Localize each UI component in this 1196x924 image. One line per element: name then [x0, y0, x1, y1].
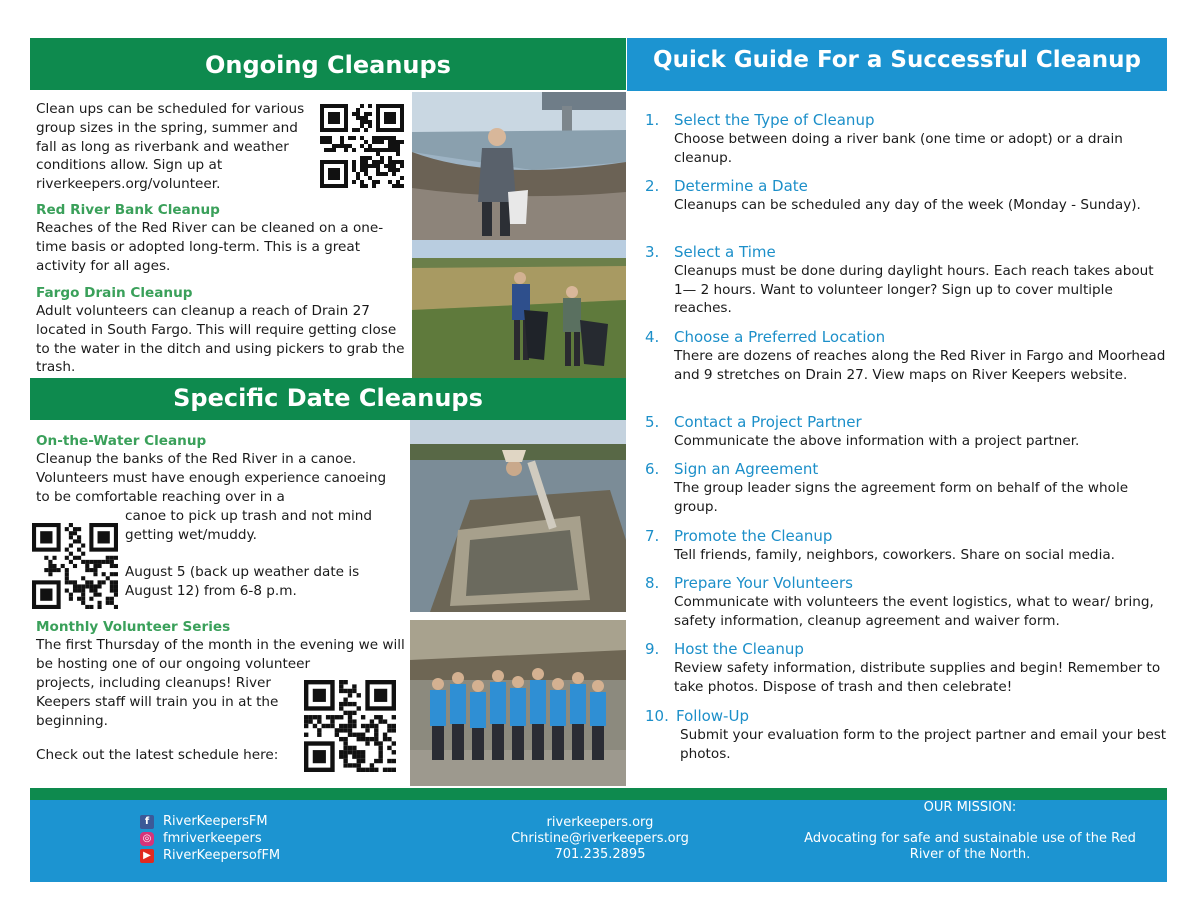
qr-code-icon[interactable] [304, 680, 396, 772]
youtube-handle: RiverKeepersofFM [163, 848, 281, 863]
instagram-handle: fmriverkeepers [163, 831, 262, 846]
monthly-volunteer-series-text: The first Thursday of the month in the evening we will be hosting one of our ongoing volunteer [36, 637, 405, 672]
specific-date-cleanups-header: Specific Date Cleanups [30, 378, 626, 420]
step-title: Select the Type of Cleanup [674, 111, 875, 129]
step-description: There are dozens of reaches along the Red River in Fargo and Moorhead and 9 stretches on Drain 27. View maps on River Keepers website. [674, 348, 1166, 383]
riverbank-volunteer-photo [412, 92, 626, 240]
facebook-handle: RiverKeepersFM [163, 814, 268, 829]
step-title: Determine a Date [674, 177, 808, 195]
qr-code-icon[interactable] [32, 523, 118, 609]
step-number: 3. [645, 243, 660, 261]
step-title: Promote the Cleanup [674, 527, 833, 545]
ongoing-cleanups-header: Ongoing Cleanups [30, 38, 626, 90]
drain-volunteers-photo [412, 240, 626, 378]
step-number: 6. [645, 460, 660, 478]
step-description: The group leader signs the agreement form on behalf of the whole group. [674, 480, 1129, 515]
on-the-water-cleanup-title: On-the-Water Cleanup [36, 433, 207, 449]
website-link[interactable]: riverkeepers.org [546, 815, 654, 830]
step-title: Contact a Project Partner [674, 413, 862, 431]
contact-info [470, 815, 730, 863]
step-number: 5. [645, 413, 660, 431]
red-river-bank-cleanup-title: Red River Bank Cleanup [36, 202, 220, 218]
red-river-bank-cleanup-text: Reaches of the Red River can be cleaned on a one-time basis or adopted long-term. This is a great activity for all ages. [36, 220, 384, 274]
monthly-volunteer-series-text-2: projects, including cleanups! River Keepers staff will train you in at the beginning. [36, 675, 279, 729]
left-column [30, 38, 626, 786]
mission-title: OUR MISSION: [923, 800, 1017, 815]
facebook-icon: f [140, 815, 154, 829]
footer-stripe [30, 788, 1167, 800]
step-number: 4. [645, 328, 660, 346]
facebook-link[interactable] [140, 813, 280, 830]
schedule-text: Check out the latest schedule here: [36, 747, 279, 763]
instagram-icon: ◎ [140, 832, 154, 846]
on-the-water-cleanup-text: Cleanup the banks of the Red River in a canoe. Volunteers must have enough experience canoeing to be comfortable reaching over in a [36, 451, 387, 505]
step-description: Choose between doing a river bank (one time or adopt) or a drain cleanup. [674, 131, 1123, 166]
step-number: 7. [645, 527, 660, 545]
footer [30, 800, 1167, 882]
step-description: Cleanups can be scheduled any day of the week (Monday - Sunday). [674, 197, 1141, 213]
social-links [140, 813, 280, 864]
step-number: 8. [645, 574, 660, 592]
step-title: Choose a Preferred Location [674, 328, 886, 346]
step-number: 1. [645, 111, 660, 129]
instagram-link[interactable] [140, 830, 280, 847]
step-number: 2. [645, 177, 660, 195]
step-title: Follow-Up [676, 707, 749, 725]
step-title: Sign an Agreement [674, 460, 819, 478]
step-description: Review safety information, distribute supplies and begin! Remember to take photos. Dispose of trash and then celebrate! [674, 660, 1161, 695]
fargo-drain-cleanup-title: Fargo Drain Cleanup [36, 285, 193, 301]
mission-text: Advocating for safe and sustainable use of the Red River of the North. [804, 831, 1136, 862]
quick-guide-header: Quick Guide For a Successful Cleanup [627, 38, 1167, 91]
email-link[interactable]: Christine@riverkeepers.org [511, 831, 689, 846]
youtube-icon: ▶ [140, 849, 154, 863]
step-description: Submit your evaluation form to the project partner and email your best photos. [680, 727, 1167, 762]
on-the-water-cleanup-date: August 5 (back up weather date is August 12) from 6-8 p.m. [125, 564, 360, 599]
youtube-link[interactable] [140, 847, 280, 864]
phone-number: 701.235.2895 [554, 847, 646, 862]
step-number: 10. [645, 707, 669, 725]
step-title: Host the Cleanup [674, 640, 804, 658]
step-number: 9. [645, 640, 660, 658]
step-description: Tell friends, family, neighbors, coworkers. Share on social media. [674, 547, 1115, 563]
mission [800, 800, 1140, 863]
ongoing-intro: Clean ups can be scheduled for various group sizes in the spring, summer and fall as long as riverbank and weather conditions allow. Sign up at riverkeepers.org/volunteer. [36, 101, 305, 193]
step-description: Communicate the above information with a project partner. [674, 433, 1080, 449]
step-title: Select a Time [674, 243, 776, 261]
step-description: Communicate with volunteers the event logistics, what to wear/ bring, safety information, cleanup agreement and waiver form. [674, 594, 1154, 629]
volunteer-group-photo [410, 620, 626, 786]
step-description: Cleanups must be done during daylight hours. Each reach takes about 1— 2 hours. Want to volunteer longer? Sign up to cover multiple reaches. [674, 263, 1154, 317]
qr-code-icon[interactable] [320, 104, 404, 188]
canoe-cleanup-photo [410, 420, 626, 612]
step-title: Prepare Your Volunteers [674, 574, 853, 592]
fargo-drain-cleanup-text: Adult volunteers can cleanup a reach of Drain 27 located in South Fargo. This will require getting close to the water in the ditch and using pickers to grab the trash. [36, 303, 405, 376]
on-the-water-cleanup-note: canoe to pick up trash and not mind getting wet/muddy. [125, 508, 373, 543]
monthly-volunteer-series-title: Monthly Volunteer Series [36, 619, 231, 635]
